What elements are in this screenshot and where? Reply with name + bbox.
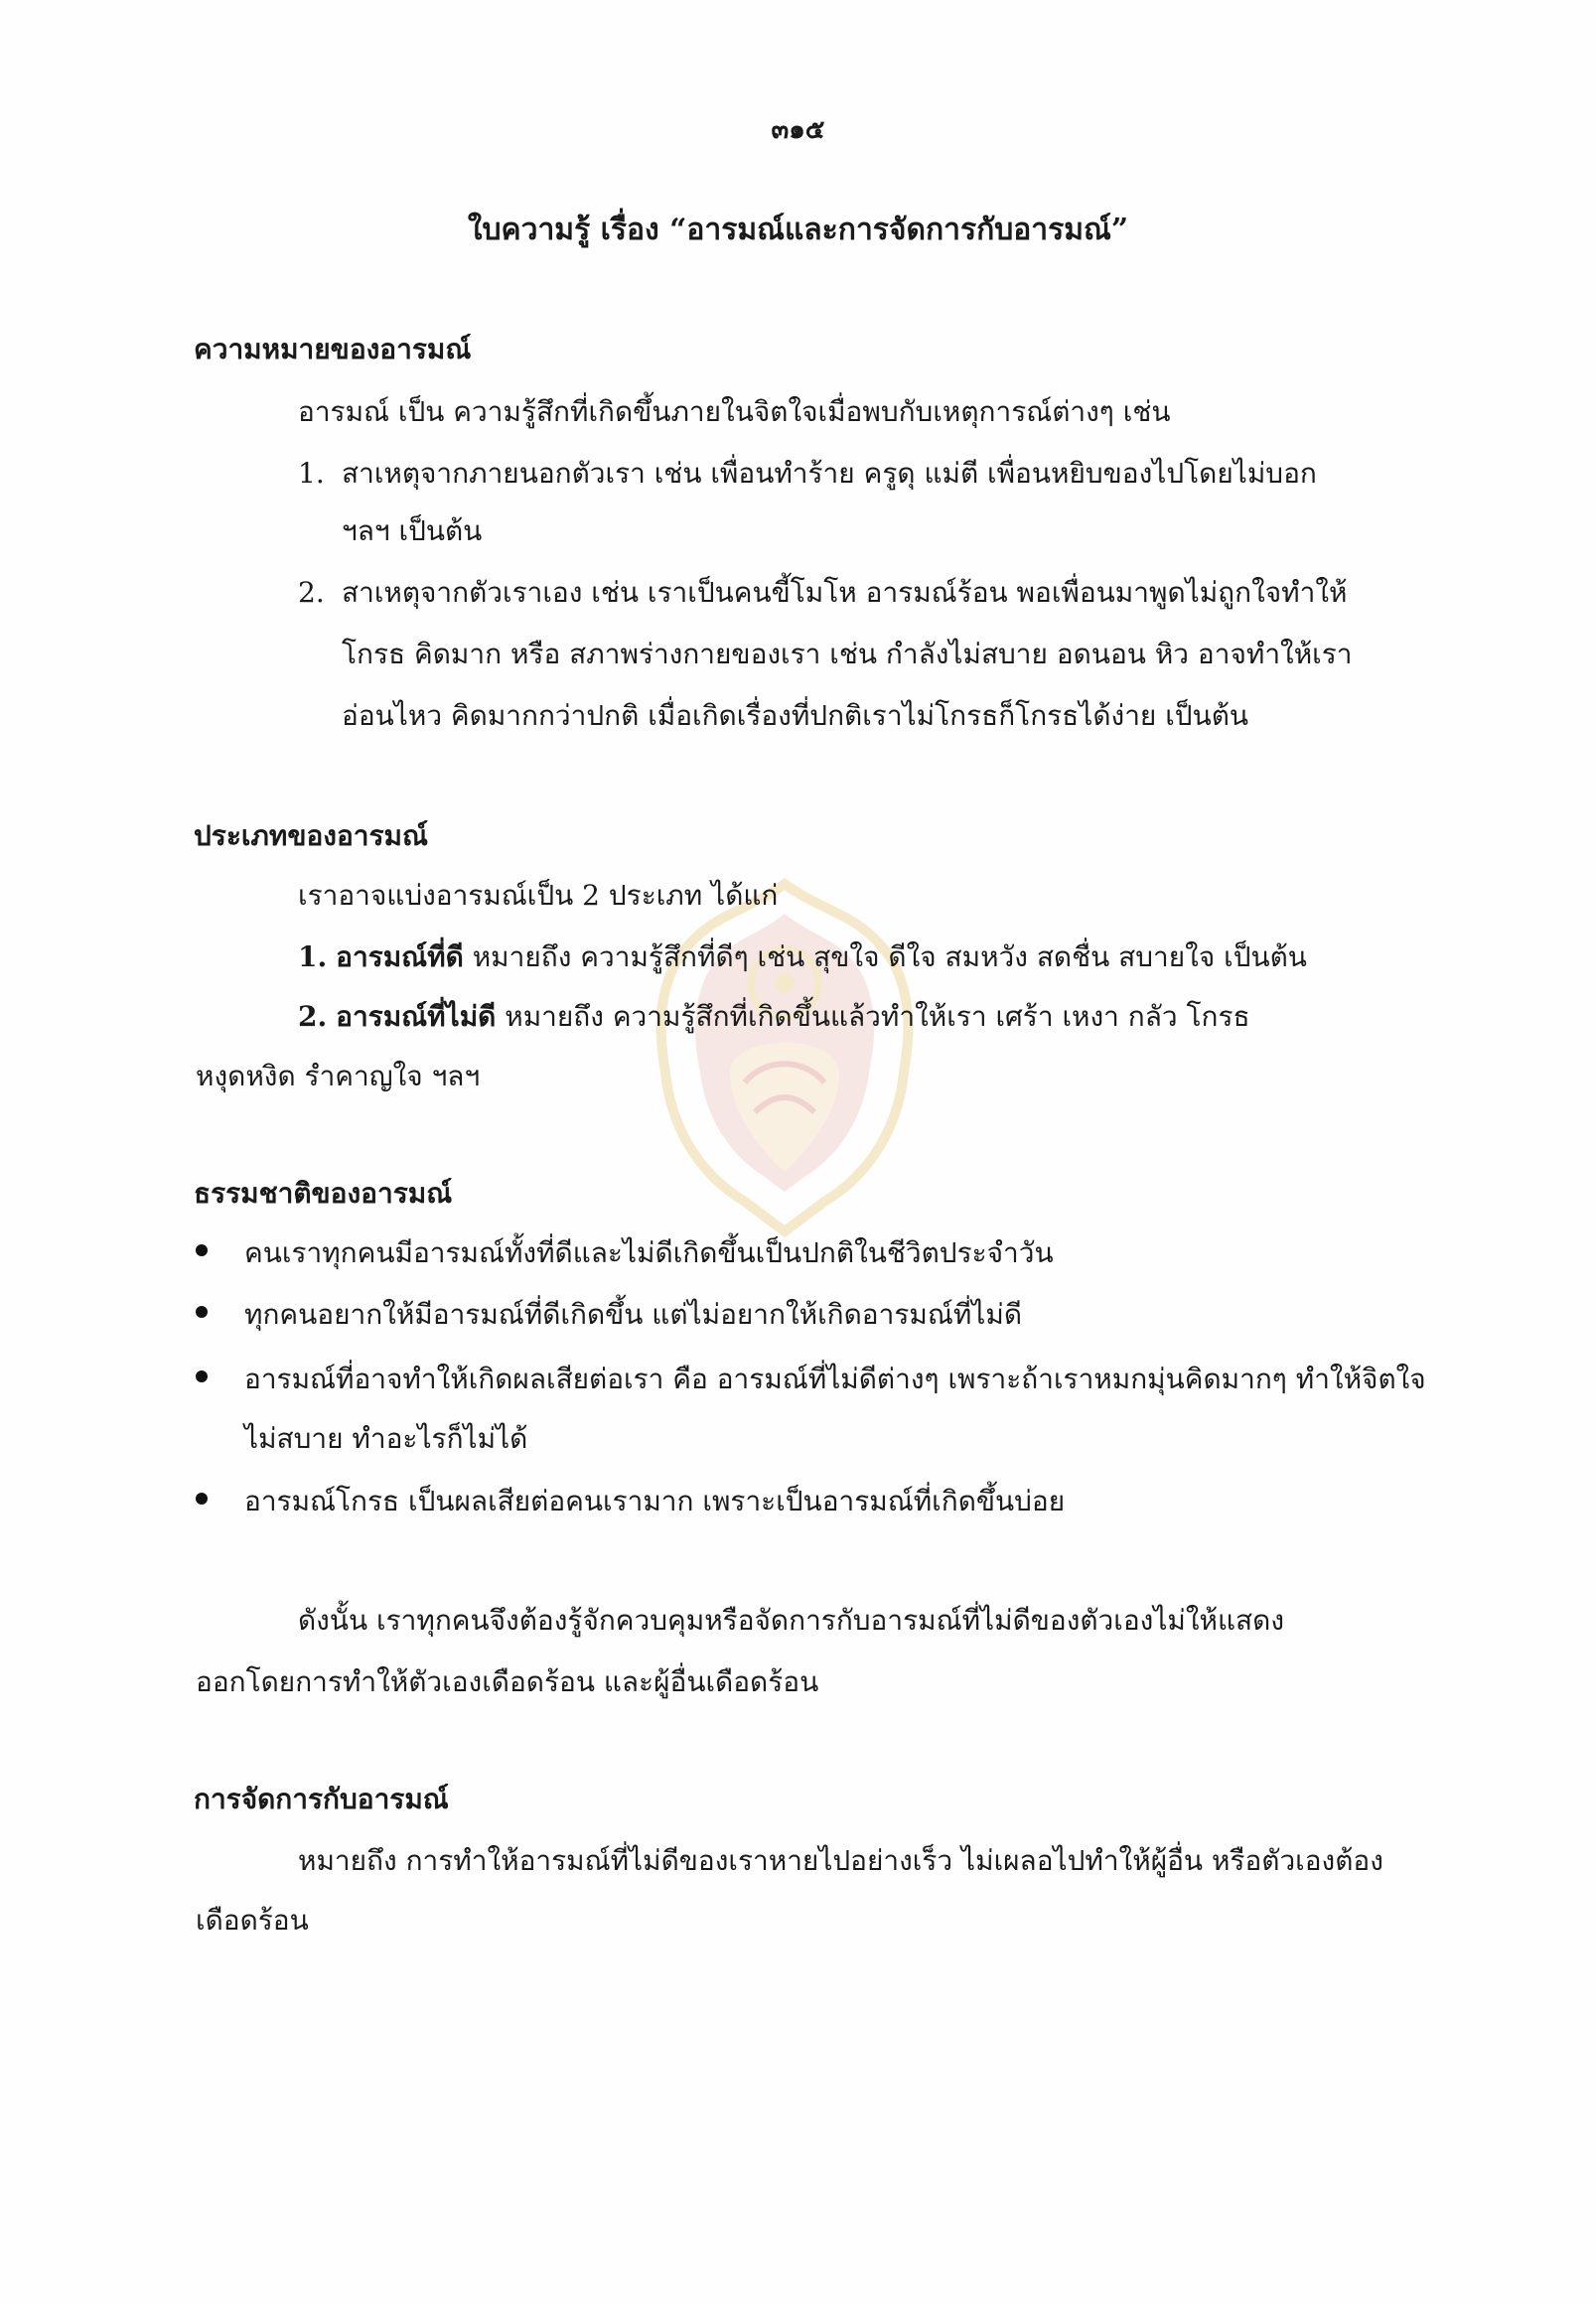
page-number: ๓๑๕ bbox=[771, 115, 825, 145]
types-intro: เราอาจแบ่งอารมณ์เป็น 2 ประเภท ได้แก่ bbox=[298, 879, 779, 912]
types-item-2-text: หมายถึง ความรู้สึกที่เกิดขึ้นแล้วทำให้เรา เศร้า เหงา กลัว โกรธ bbox=[496, 1000, 1250, 1033]
section-heading-management: การจัดการกับอารมณ์ bbox=[194, 1783, 449, 1815]
meaning-item-1-line1: สาเหตุจากภายนอกตัวเรา เช่น เพื่อนทำร้าย ครูดุ แม่ตี เพื่อนหยิบของไปโดยไม่บอก bbox=[342, 457, 1317, 490]
bullet-dot-icon bbox=[196, 1493, 208, 1505]
types-item-1 bbox=[298, 936, 1307, 979]
meaning-intro: อารมณ์ เป็น ความรู้สึกที่เกิดขึ้นภายในจิตใจเมื่อพบกับเหตุการณ์ต่างๆ เช่น bbox=[298, 395, 1171, 428]
nature-conclusion-line2: ออกโดยการทำให้ตัวเองเดือดร้อน และผู้อื่นเดือดร้อน bbox=[196, 1665, 819, 1698]
types-item-2-number: 2. bbox=[298, 1000, 328, 1033]
bullet-dot-icon bbox=[196, 1244, 208, 1256]
meaning-item-1-number: 1. bbox=[298, 457, 325, 490]
bullet-dot-icon bbox=[196, 1370, 208, 1382]
nature-bullet-1: คนเราทุกคนมีอารมณ์ทั้งที่ดีและไม่ดีเกิดขึ้นเป็นปกติในชีวิตประจำวัน bbox=[244, 1236, 1054, 1269]
section-heading-nature: ธรรมชาติของอารมณ์ bbox=[194, 1177, 453, 1210]
meaning-item-2 bbox=[298, 571, 1347, 615]
meaning-item-2-line2: โกรธ คิดมาก หรือ สภาพร่างกายของเรา เช่น กำลังไม่สบาย อดนอน หิว อาจทำให้เรา bbox=[342, 638, 1353, 670]
meaning-item-1-line2: ฯลฯ เป็นต้น bbox=[342, 514, 483, 547]
document-title: ใบความรู้ เรื่อง “อารมณ์และการจัดการกับอารมณ์” bbox=[467, 213, 1129, 247]
meaning-item-2-line1: สาเหตุจากตัวเราเอง เช่น เราเป็นคนขี้โมโห อารมณ์ร้อน พอเพื่อนมาพูดไม่ถูกใจทำให้ bbox=[342, 576, 1348, 609]
management-line1: หมายถึง การทำให้อารมณ์ที่ไม่ดีของเราหายไปอย่างเร็ว ไม่เผลอไปทำให้ผู้อื่น หรือตัวเองต้อง bbox=[298, 1844, 1383, 1877]
section-heading-types: ประเภทของอารมณ์ bbox=[194, 819, 428, 852]
types-item-1-text: หมายถึง ความรู้สึกที่ดีๆ เช่น สุขใจ ดีใจ สมหวัง สดชื่น สบายใจ เป็นต้น bbox=[463, 940, 1307, 973]
types-item-1-term: อารมณ์ที่ดี bbox=[336, 940, 464, 973]
meaning-item-1 bbox=[298, 452, 1317, 496]
nature-conclusion-line1: ดังนั้น เราทุกคนจึงต้องรู้จักควบคุมหรือจัดการกับอารมณ์ที่ไม่ดีของตัวเองไม่ให้แสดง bbox=[298, 1604, 1285, 1637]
nature-bullet-3-line2: ไม่สบาย ทำอะไรก็ไม่ได้ bbox=[244, 1422, 528, 1455]
meaning-item-2-line3: อ่อนไหว คิดมากกว่าปกติ เมื่อเกิดเรื่องที่ปกติเราไม่โกรธก็โกรธได้ง่าย เป็นต้น bbox=[342, 699, 1249, 732]
types-item-2-term: อารมณ์ที่ไม่ดี bbox=[336, 1000, 497, 1033]
nature-bullet-3-line1: อารมณ์ที่อาจทำให้เกิดผลเสียต่อเรา คือ อารมณ์ที่ไม่ดีต่างๆ เพราะถ้าเราหมกมุ่นคิดมากๆ ทำให้จิตใจ bbox=[244, 1363, 1426, 1395]
section-heading-meaning: ความหมายของอารมณ์ bbox=[194, 333, 472, 365]
nature-bullet-4: อารมณ์โกรธ เป็นผลเสียต่อคนเรามาก เพราะเป็นอารมณ์ที่เกิดขึ้นบ่อย bbox=[244, 1485, 1066, 1517]
nature-bullet-2: ทุกคนอยากให้มีอารมณ์ที่ดีเกิดขึ้น แต่ไม่อยากให้เกิดอารมณ์ที่ไม่ดี bbox=[244, 1298, 1023, 1331]
management-line2: เดือดร้อน bbox=[196, 1904, 309, 1937]
meaning-item-2-number: 2. bbox=[298, 576, 325, 609]
types-item-2 bbox=[298, 995, 1250, 1039]
ministry-emblem-watermark-icon bbox=[636, 874, 934, 1251]
types-item-2-line2: หงุดหงิด รำคาญใจ ฯลฯ bbox=[196, 1060, 481, 1092]
bullet-dot-icon bbox=[196, 1306, 208, 1318]
types-item-1-number: 1. bbox=[298, 940, 328, 973]
